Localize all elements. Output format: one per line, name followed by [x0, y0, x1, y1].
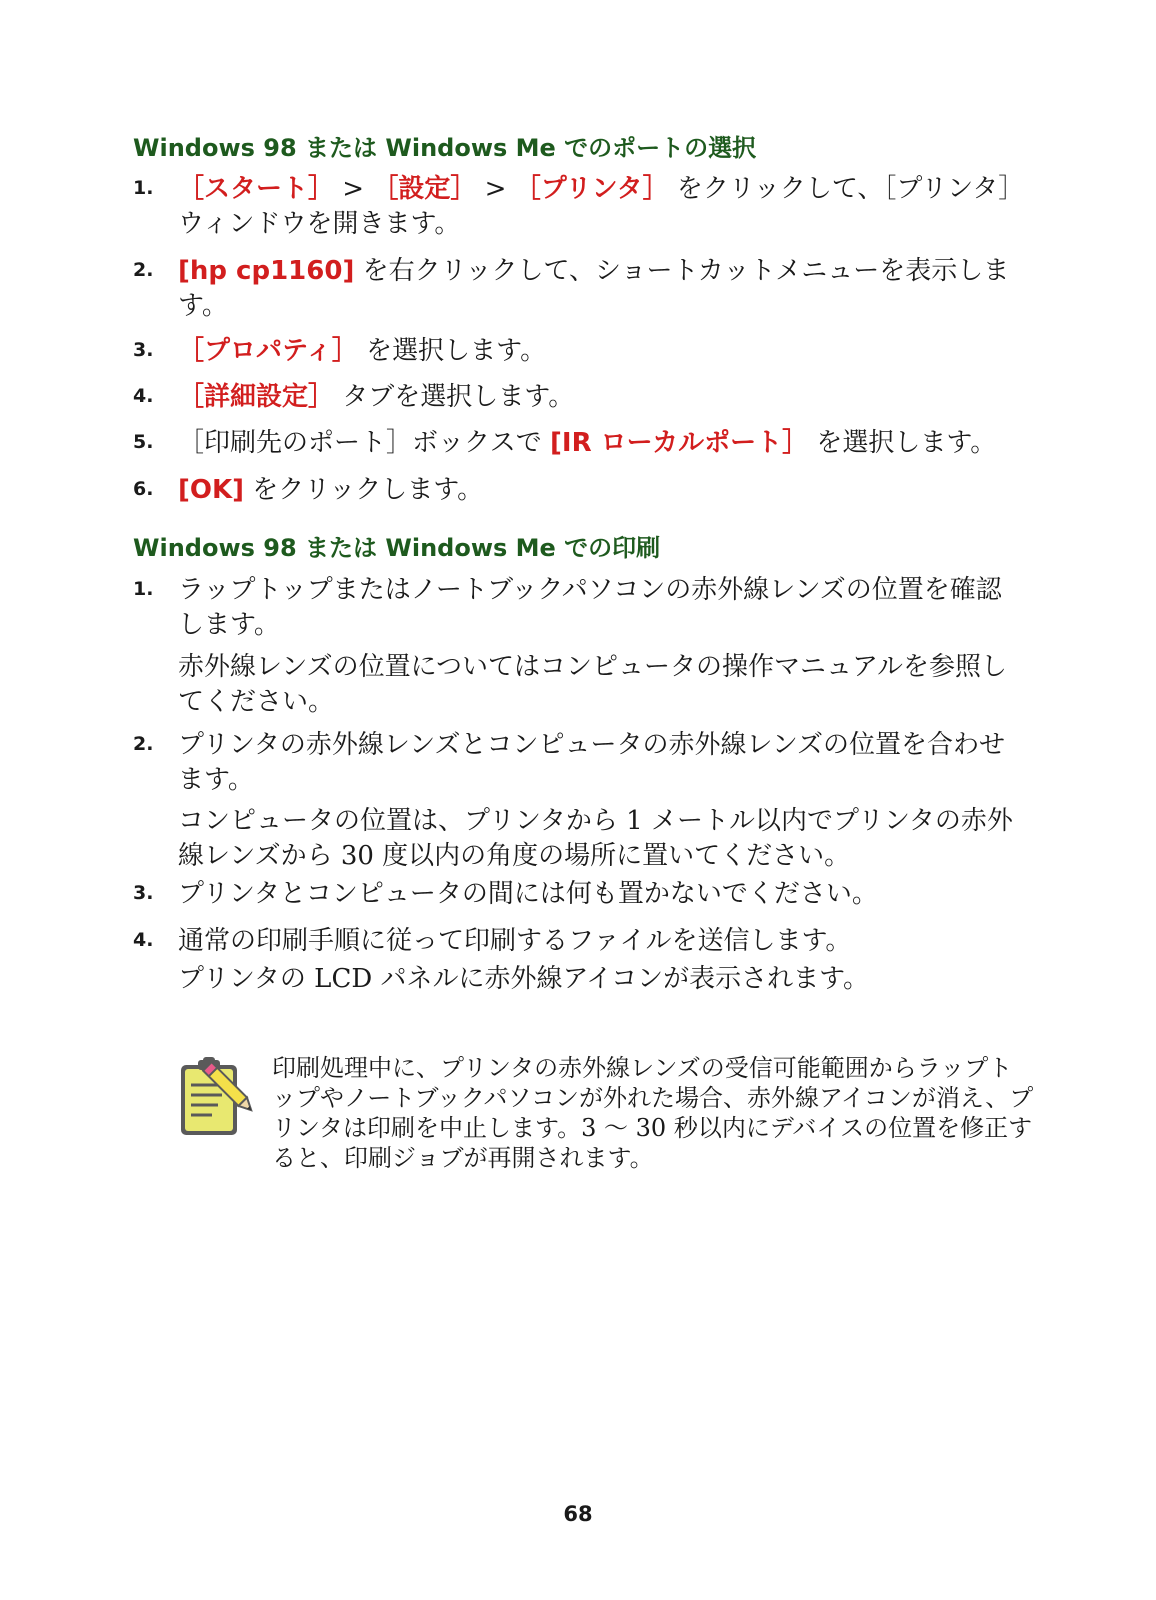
- note-text: 印刷処理中に、プリンタの赤外線レンズの受信可能範囲からラップトップやノートブックパソコンが外れた場合、赤外線アイコンが消え、プリンタは印刷を中止します。3 〜 30 秒以内にデバイスの位置を修正すると、印刷ジョブが再開されます。: [272, 1054, 1034, 1172]
- step-number: 3.: [133, 339, 154, 361]
- ui-label: ［設定］: [372, 174, 477, 204]
- step-text: [178, 334, 1023, 369]
- ui-label: ［プリンタ］: [514, 174, 669, 204]
- step-text-segment: を選択します。: [808, 428, 997, 458]
- step-text: [178, 380, 1023, 415]
- ui-label: ［詳細設定］: [178, 382, 335, 412]
- page-number: 68: [563, 1502, 593, 1526]
- step-text: [178, 254, 1023, 324]
- step-number: 2.: [133, 259, 154, 281]
- ui-label: ［プロパティ］: [178, 336, 358, 366]
- print-step-4-detail: プリンタの LCD パネルに赤外線アイコンが表示されます。: [178, 964, 869, 994]
- step-number: 1.: [133, 578, 154, 600]
- print-step-1-detail: 赤外線レンズの位置についてはコンピュータの操作マニュアルを参照してください。: [178, 652, 1008, 717]
- ui-label: [OK]: [178, 475, 245, 505]
- step-text: 通常の印刷手順に従って印刷するファイルを送信します。: [178, 926, 852, 956]
- step-text: プリンタの赤外線レンズとコンピュータの赤外線レンズの位置を合わせます。: [178, 730, 1006, 795]
- notepad-pencil-icon: [178, 1055, 260, 1137]
- step-number: 6.: [133, 478, 154, 500]
- section-heading-printing: Windows 98 または Windows Me での印刷: [133, 534, 661, 562]
- ui-label: [IR ローカルポート］: [550, 428, 809, 458]
- step-text-segment: を選択します。: [357, 336, 547, 366]
- step-text-segment: >: [476, 174, 515, 204]
- step-number: 5.: [133, 431, 154, 453]
- step-text: [178, 473, 1023, 508]
- step-number: 3.: [133, 882, 154, 904]
- ui-label: ［スタート］: [178, 174, 335, 204]
- step-text-segment: を右クリックして、ショートカットメニューを表示します。: [178, 256, 1010, 321]
- section-heading-port-selection: Windows 98 または Windows Me でのポートの選択: [133, 134, 757, 162]
- step-number: 1.: [133, 177, 154, 199]
- step-text: [178, 172, 1023, 242]
- step-number: 4.: [133, 385, 154, 407]
- step-number: 4.: [133, 929, 154, 951]
- step-number: 2.: [133, 733, 154, 755]
- step-text-segment: >: [334, 174, 373, 204]
- step-text: [178, 426, 1023, 461]
- step-text-segment: をクリックして、［プリンタ］ウィンドウを開きます。: [178, 174, 1012, 239]
- step-text-segment: ［印刷先のポート］ボックスで: [178, 428, 551, 458]
- ui-label: [hp cp1160]: [178, 256, 355, 286]
- step-text: プリンタとコンピュータの間には何も置かないでください。: [178, 879, 878, 909]
- step-text-segment: タブを選択します。: [334, 382, 575, 412]
- print-step-2-detail: コンピュータの位置は、プリンタから 1 メートル以内でプリンタの赤外線レンズから 30 度以内の角度の場所に置いてください。: [178, 806, 1013, 871]
- step-text: ラップトップまたはノートブックパソコンの赤外線レンズの位置を確認します。: [178, 575, 1002, 640]
- step-text-segment: をクリックします。: [244, 475, 484, 505]
